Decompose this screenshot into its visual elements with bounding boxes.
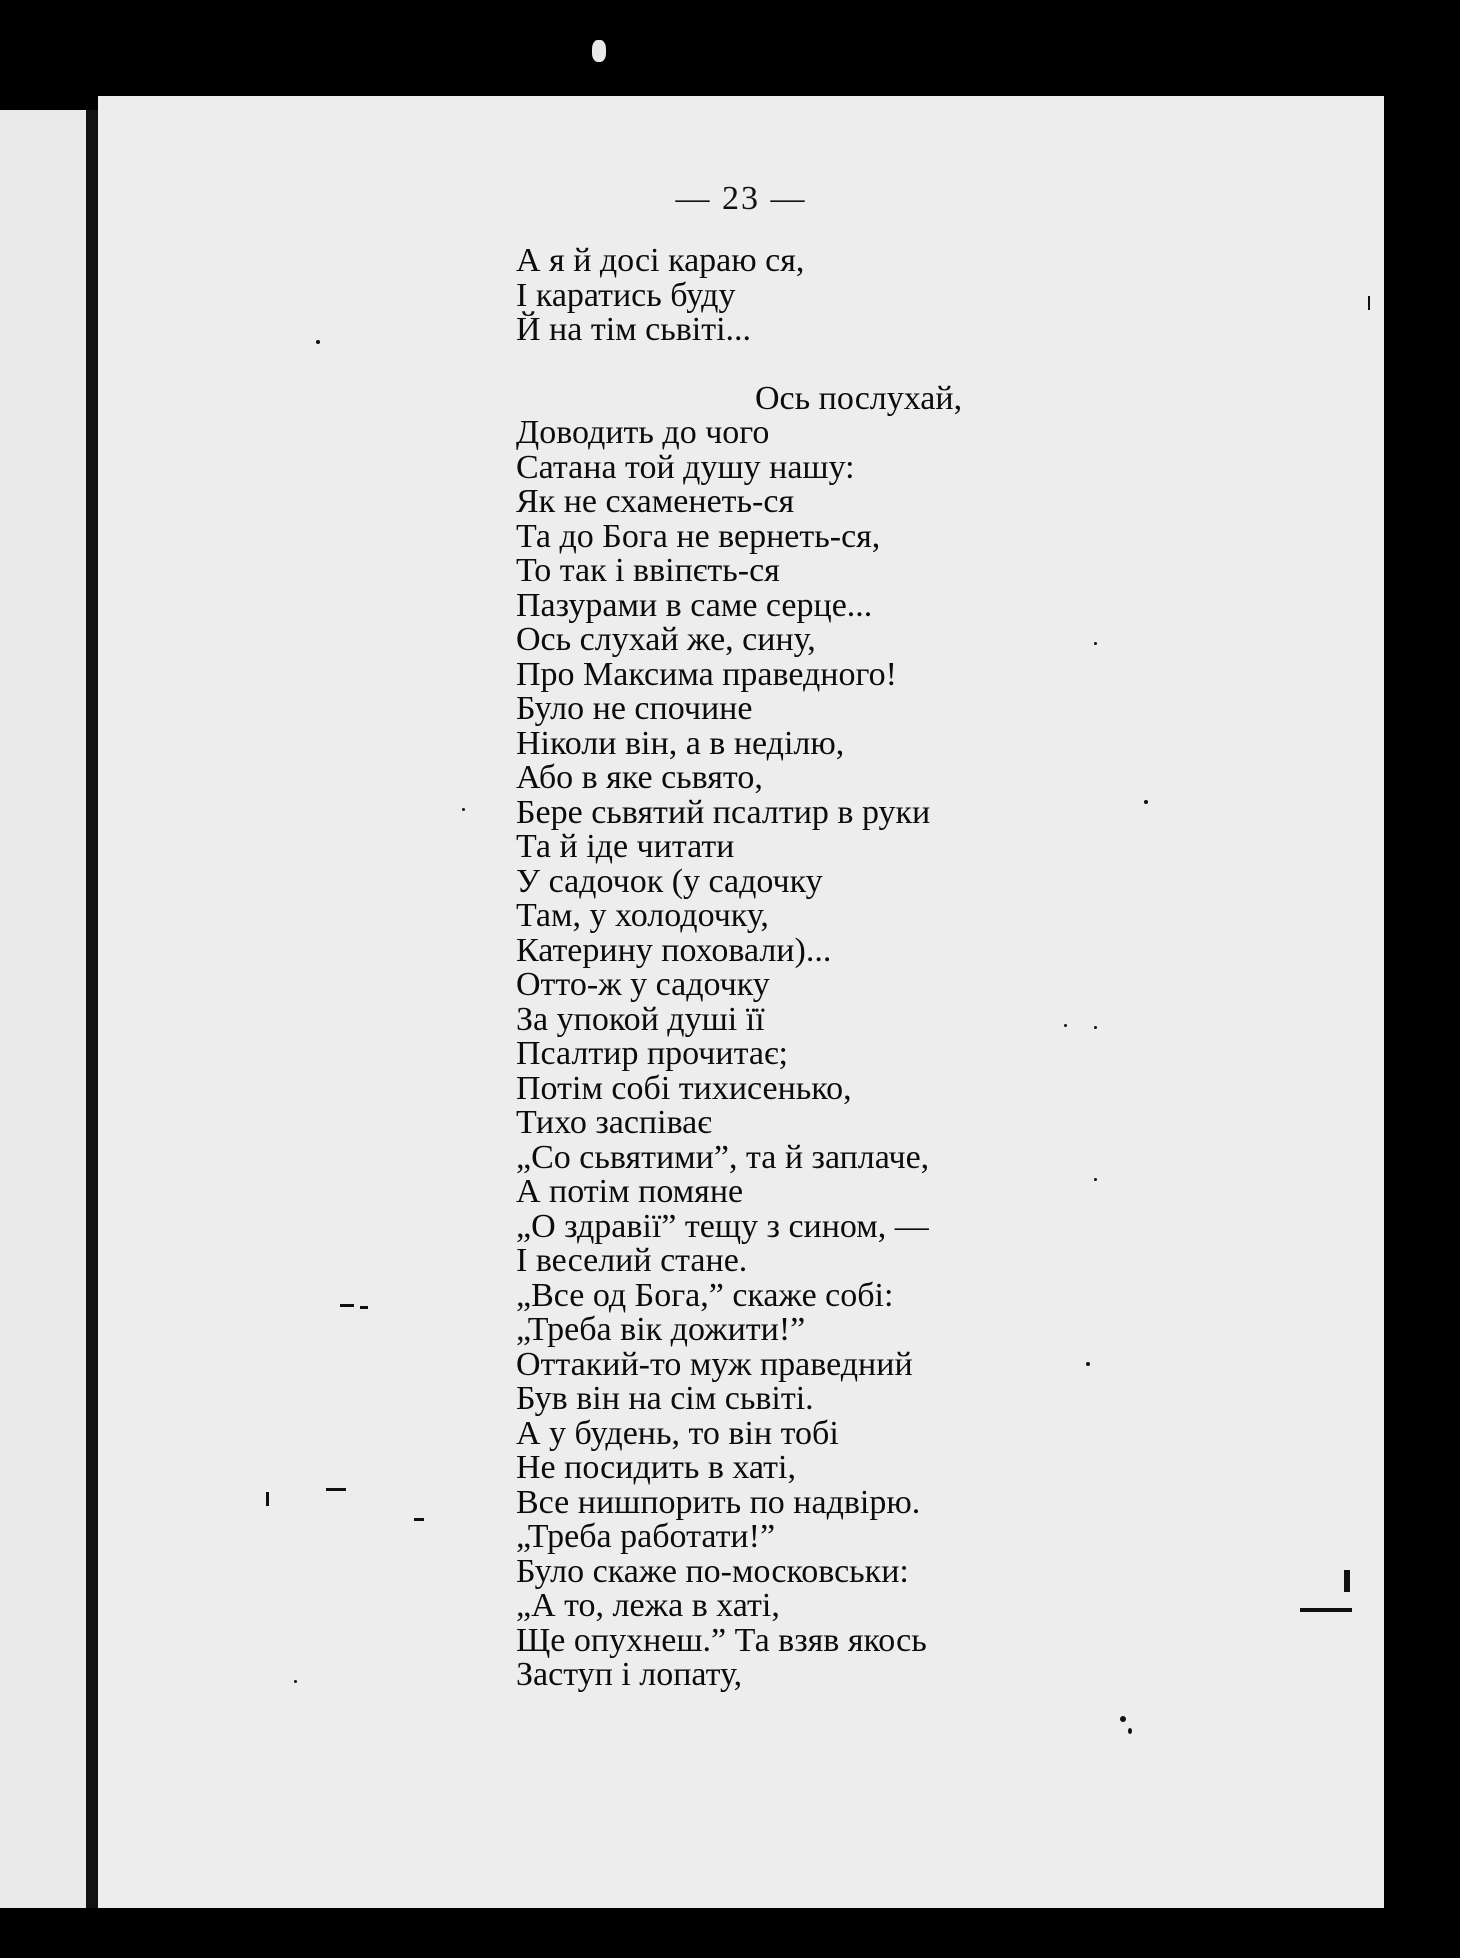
scan-speck (1086, 1362, 1090, 1366)
scan-mark (266, 1492, 269, 1506)
poem-line: „Со сьвятими”, та й заплаче, (516, 1138, 930, 1176)
poem-line: То так і ввіпєть-ся (516, 552, 780, 589)
scan-mark (1300, 1608, 1352, 1612)
poem-line: Або в яке сьвято, (516, 759, 763, 796)
scan-mark (414, 1518, 424, 1521)
poem-line: А потім помяне (516, 1173, 744, 1210)
scan-speck (1120, 1716, 1126, 1722)
scan-speck (294, 1680, 297, 1683)
poem-line: Сатана той душу нашу: (516, 448, 855, 486)
poem-line: „О здравії” тещу з сином, — (516, 1207, 929, 1245)
poem-line: Ще опухнеш.” Та взяв якось (516, 1621, 927, 1659)
page-gutter (86, 110, 98, 1908)
poem-line: А я й досі караю ся, (516, 242, 805, 279)
poem-line: Оттакий-то муж праведний (516, 1345, 913, 1383)
poem-line: Потім собі тихисенько, (516, 1069, 852, 1107)
poem-line: „Все од Бога,” скаже собі: (516, 1276, 894, 1314)
poem-line: Заступ і лопату, (516, 1656, 743, 1693)
poem-line: Псалтир прочитає; (516, 1035, 788, 1072)
poem-line: І каратись буду (516, 276, 736, 314)
scan-mark (340, 1304, 354, 1307)
scan-speck (316, 340, 320, 344)
poem-line: Все нишпорить по надвірю. (516, 1483, 921, 1521)
scan-speck (1144, 800, 1148, 804)
poem-line: І веселий стане. (516, 1242, 748, 1279)
stanza (516, 244, 1136, 348)
poem-line: Був він на сім сьвіті. (516, 1380, 814, 1417)
previous-page-edge (0, 110, 86, 1908)
poem-line: Було не спочине (516, 690, 753, 727)
poem-line: Доводить до чого (516, 414, 770, 451)
poem-line: Та й іде читати (516, 828, 735, 865)
scan-speck (1094, 1178, 1097, 1181)
scan-mark (360, 1306, 368, 1309)
poem-line: А у будень, то він тобі (516, 1414, 839, 1452)
scan-mark (1344, 1570, 1350, 1592)
poem-line: Тихо заспіває (516, 1104, 712, 1141)
poem-text (516, 244, 1136, 1693)
poem-line: Ніколи він, а в неділю, (516, 724, 845, 762)
poem-line: Та до Бога не вернеть-ся, (516, 517, 881, 555)
poem-line: „Треба работати!” (516, 1518, 776, 1555)
scan-speck (1094, 642, 1097, 645)
poem-line: Там, у холодочку, (516, 897, 769, 934)
scan-speck (592, 40, 606, 62)
scan-speck (1094, 1026, 1097, 1029)
poem-line: „А то, лежа в хаті, (516, 1587, 780, 1624)
scan-speck (462, 808, 465, 811)
poem-line: Як не схаменеть-ся (516, 483, 795, 520)
poem-line: Було скаже по-московськи: (516, 1552, 909, 1590)
poem-line: Й на тім сьвіті... (516, 311, 752, 348)
poem-line: Ось послухай, (755, 379, 963, 417)
poem-line: Не посидить в хаті, (516, 1449, 796, 1486)
scan-speck (1064, 1024, 1067, 1027)
page-number: — 23 — (675, 180, 807, 217)
poem-line: Про Максима праведного! (516, 655, 897, 693)
scan-speck (1128, 1728, 1132, 1734)
poem-line: Ось слухай же, сину, (516, 621, 816, 658)
poem-line: Катерину поховали)... (516, 931, 832, 969)
poem-line: Бере сьвятий псалтир в руки (516, 793, 931, 831)
poem-line: Отто-ж у садочку (516, 966, 770, 1003)
scan-mark (1368, 296, 1370, 310)
book-page (98, 96, 1384, 1908)
scan-mark (326, 1488, 346, 1491)
poem-line: За упокой душі її (516, 1000, 765, 1038)
poem-line: „Треба вік дожити!” (516, 1311, 806, 1348)
poem-line: У садочок (у садочку (516, 862, 823, 900)
stanza (516, 379, 1136, 1693)
poem-line: Пазурами в саме серце... (516, 586, 873, 624)
